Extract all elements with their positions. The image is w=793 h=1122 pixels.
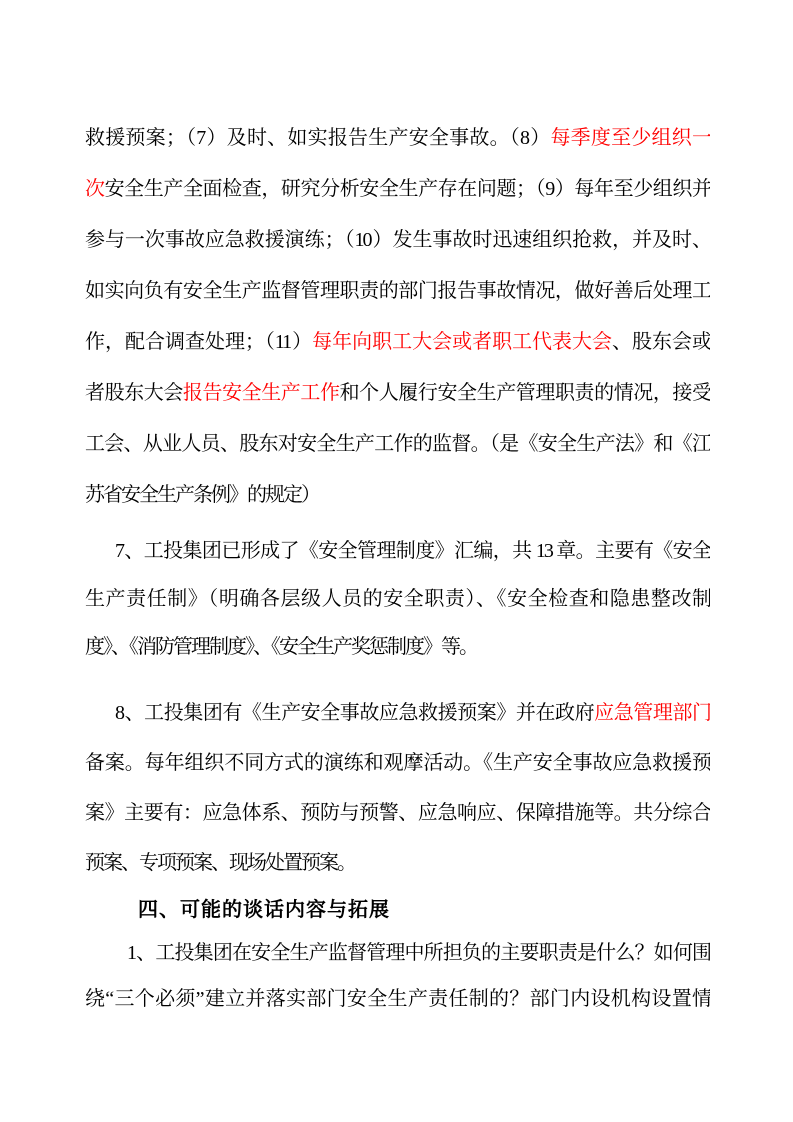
highlighted-text-run: 报告安全生产工作 bbox=[182, 382, 340, 404]
highlighted-text-run: 次 bbox=[85, 178, 105, 200]
text-line bbox=[85, 930, 710, 976]
text-line bbox=[85, 470, 710, 521]
text-line bbox=[85, 527, 710, 575]
text-run: 生产责任制》（明确各层级人员的安全职责）、《安全检查和隐患整改制 bbox=[85, 588, 710, 610]
text-run: 度》、《消防管理制度》、《安全生产奖惩制度》等。 bbox=[85, 636, 477, 658]
text-run: 者股东大会 bbox=[85, 382, 183, 404]
text-run: 安全生产全面检查，研究分析安全生产存在问题；（9）每年至少组织并 bbox=[104, 178, 710, 200]
section-heading bbox=[85, 890, 710, 930]
text-run: 救援预案；（7）及时、如实报告生产安全事故。（8） bbox=[85, 127, 551, 149]
document-body bbox=[85, 113, 710, 1022]
text-run: 8、工投集团有《生产安全事故应急救援预案》并在政府 bbox=[115, 702, 595, 724]
text-run: 备案。每年组织不同方式的演练和观摩活动。《生产安全事故应急救援预 bbox=[85, 752, 710, 774]
highlighted-text-run: 每年向职工大会或者职工代表大会 bbox=[312, 331, 613, 353]
text-line bbox=[85, 838, 710, 888]
text-run: 1、工投集团在安全生产监督管理中所担负的主要职责是什么？如何围 bbox=[127, 942, 710, 964]
text-line bbox=[85, 976, 710, 1022]
text-line bbox=[85, 266, 710, 317]
text-run: 7、工投集团已形成了《安全管理制度》汇编，共 13 章。主要有《安全 bbox=[115, 540, 710, 562]
text-run: 作，配合调查处理；（11） bbox=[85, 331, 313, 353]
text-run: 苏省安全生产条例》的规定） bbox=[85, 484, 319, 506]
text-line bbox=[85, 738, 710, 788]
text-line bbox=[85, 368, 710, 419]
text-run: 和个人履行安全生产管理职责的情况，接受 bbox=[339, 382, 710, 404]
text-line bbox=[85, 623, 710, 671]
text-line bbox=[85, 215, 710, 266]
text-line bbox=[85, 419, 710, 470]
highlighted-text-run: 应急管理部门 bbox=[594, 702, 710, 724]
text-line bbox=[85, 788, 710, 838]
text-run: 、股东会或 bbox=[612, 331, 710, 353]
text-run: 工会、从业人员、股东对安全生产工作的监督。（是《安全生产法》和《江 bbox=[85, 433, 710, 455]
text-line bbox=[85, 575, 710, 623]
text-run: 如实向负有安全生产监督管理职责的部门报告事故情况，做好善后处理工 bbox=[85, 280, 710, 302]
text-run: 参与一次事故应急救援演练；（10）发生事故时迅速组织抢救，并及时、 bbox=[85, 229, 710, 251]
text-run: 四、可能的谈话内容与拓展 bbox=[138, 899, 390, 921]
text-line bbox=[85, 317, 710, 368]
text-run: 预案、专项预案、现场处置预案。 bbox=[85, 852, 355, 874]
text-line bbox=[85, 113, 710, 164]
text-run: 绕“三个必须”建立并落实部门安全生产责任制的？部门内设机构设置情 bbox=[85, 988, 710, 1010]
text-line bbox=[85, 164, 710, 215]
text-run: 案》主要有：应急体系、预防与预警、应急响应、保障措施等。共分综合 bbox=[85, 802, 710, 824]
highlighted-text-run: 每季度至少组织一 bbox=[550, 127, 710, 149]
text-line bbox=[85, 688, 710, 738]
